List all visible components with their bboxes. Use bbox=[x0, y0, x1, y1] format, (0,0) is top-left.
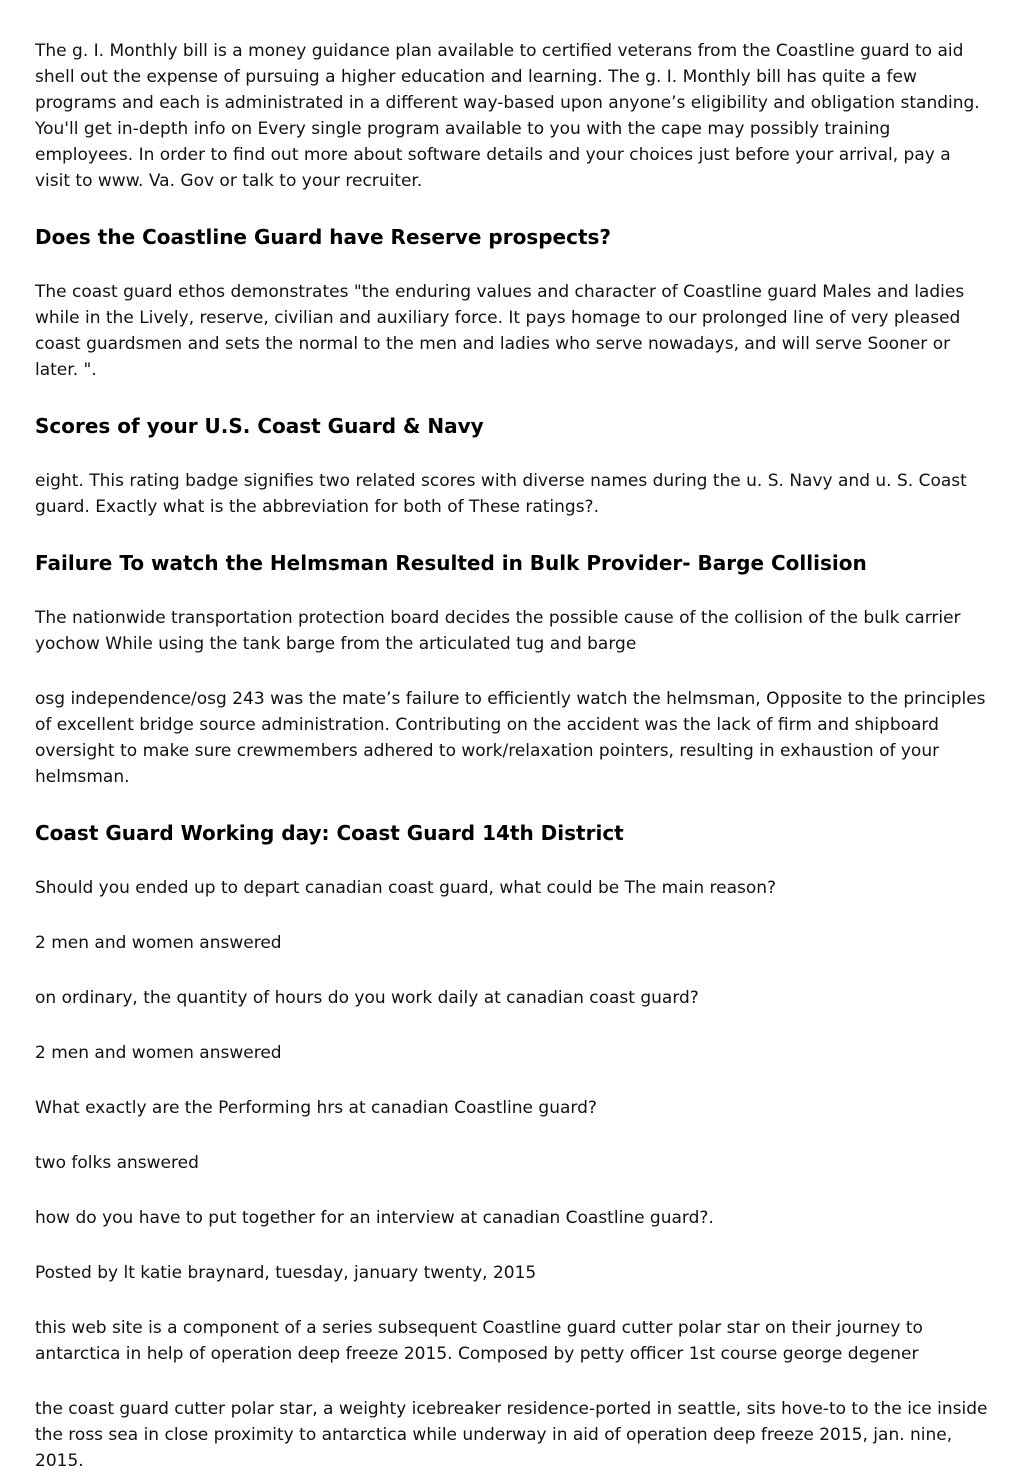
paragraph-answer-count-3: two folks answered bbox=[35, 1153, 199, 1173]
paragraph-rating-badge: eight. This rating badge signifies two related scores with diverse names during the u. S. Navy and u. S. Coast guard. Exactly what is the abbreviation for both of These ratings?. bbox=[35, 471, 967, 517]
paragraph-ntsb-cause: The nationwide transportation protection board decides the possible cause of the collision of the bulk carrier yochow While using the tank barge from the articulated tug and barge bbox=[35, 608, 961, 654]
paragraph-question-depart: Should you ended up to depart canadian coast guard, what could be The main reason? bbox=[35, 878, 777, 898]
paragraph-answer-count-1: 2 men and women answered bbox=[35, 933, 282, 953]
heading-scores-navy: Scores of your U.S. Coast Guard & Navy bbox=[35, 414, 484, 438]
paragraph-answer-count-2: 2 men and women answered bbox=[35, 1043, 282, 1063]
paragraph-osg-independence: osg independence/osg 243 was the mate’s failure to efficiently watch the helmsman, Opposite to the principles of excellent bridge source administration. Contributing on the accident was the lack of firm and shipboard oversight to make sure crewmembers adhered to work/relaxation pointers, resulting in exhaustion of your helmsman. bbox=[35, 689, 986, 787]
heading-helmsman-collision: Failure To watch the Helmsman Resulted in Bulk Provider- Barge Collision bbox=[35, 551, 867, 575]
paragraph-question-interview: how do you have to put together for an interview at canadian Coastline guard?. bbox=[35, 1208, 714, 1228]
heading-coast-guard-14th-district: Coast Guard Working day: Coast Guard 14th District bbox=[35, 821, 624, 845]
paragraph-coast-guard-ethos: The coast guard ethos demonstrates "the enduring values and character of Coastline guard Males and ladies while in the Lively, reserve, civilian and auxiliary force. It pays homage to our prolonged line of very pleased coast guardsmen and sets the normal to the men and ladies who serve nowadays, and will serve Sooner or later. ". bbox=[35, 282, 965, 380]
paragraph-question-hours: on ordinary, the quantity of hours do you work daily at canadian coast guard? bbox=[35, 988, 699, 1008]
heading-reserve-prospects: Does the Coastline Guard have Reserve prospects? bbox=[35, 225, 612, 249]
paragraph-posted-by: Posted by lt katie braynard, tuesday, january twenty, 2015 bbox=[35, 1263, 537, 1283]
paragraph-question-working-hours: What exactly are the Performing hrs at canadian Coastline guard? bbox=[35, 1098, 597, 1118]
paragraph-gi-bill: The g. I. Monthly bill is a money guidance plan available to certified veterans from the Coastline guard to aid shell out the expense of pursuing a higher education and learning. The g. I. Monthly bill has quite a few programs and each is administrated in a different way-based upon anyone’s eligibility and obligation standing. You'll get in-depth info on Every single program available to you with the cape may possibly training employees. In order to find out more about software details and your choices just before your arrival, pay a visit to www. Va. Gov or talk to your recruiter. bbox=[35, 41, 980, 191]
paragraph-polar-star-series: this web site is a component of a series subsequent Coastline guard cutter polar star on their journey to antarctica in help of operation deep freeze 2015. Composed by petty officer 1st course george degener bbox=[35, 1318, 923, 1364]
paragraph-polar-star-icebreaker: the coast guard cutter polar star, a weighty icebreaker residence-ported in seattle, sits hove-to to the ice inside the ross sea in close proximity to antarctica while underway in aid of operation deep freeze 2015, jan. nine, 2015. bbox=[35, 1399, 988, 1471]
